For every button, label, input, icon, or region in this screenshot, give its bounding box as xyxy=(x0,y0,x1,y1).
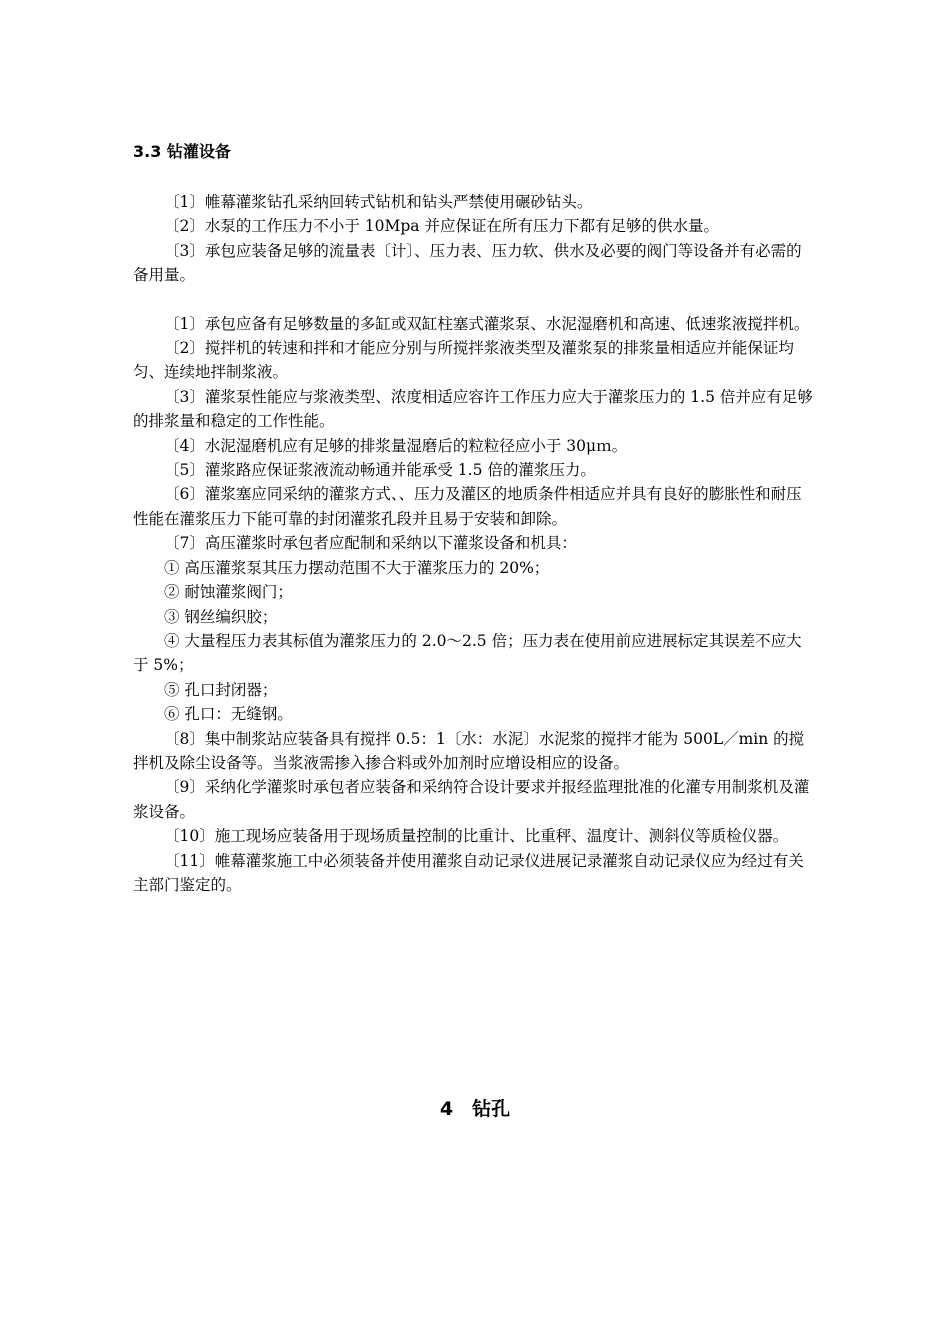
paragraph: 〔3〕承包应装备足够的流量表〔计〕、压力表、压力软、供水及必要的阀门等设备并有必需的备用量。 xyxy=(133,241,802,285)
list-item: ⑤ 孔口封闭器； xyxy=(164,680,278,699)
paragraph: 〔5〕灌浆路应保证浆液流动畅通并能承受 1.5 倍的灌浆压力。 xyxy=(164,461,596,480)
paragraph: 〔1〕帷幕灌浆钻孔采纳回转式钻机和钻头严禁使用碾砂钻头。 xyxy=(164,193,593,211)
document-body xyxy=(133,190,813,897)
list-item: ⑥ 孔口：无缝钢。 xyxy=(164,705,293,724)
paragraph: 〔8〕集中制浆站应装备具有搅拌 0.5：1〔水：水泥〕水泥浆的搅拌才能为 500L／min 的搅拌机及除尘设备等。当浆液需掺入掺合料或外加剂时应增设相应的设备。 xyxy=(133,729,805,772)
list-item: ② 耐蚀灌浆阀门； xyxy=(164,583,293,602)
paragraph: 〔2〕搅拌机的转速和拌和才能应分别与所搅拌浆液类型及灌浆泵的排浆量相适应并能保证均匀、连续地拌制浆液。 xyxy=(133,339,794,382)
paragraph: 〔1〕承包应备有足够数量的多缸或双缸柱塞式灌浆泵、水泥湿磨机和高速、低速浆液搅拌机。 xyxy=(164,314,810,333)
paragraph: 〔4〕水泥湿磨机应有足够的排浆量湿磨后的粒粒径应小于 30μｍ。 xyxy=(164,436,628,455)
list-item: ③ 钢丝编织胶； xyxy=(164,607,278,626)
section-heading: 3.3 钻灌设备 xyxy=(133,142,231,161)
list-item: ④ 大量程压力表其标值为灌浆压力的 2.0～2.5 倍；压力表在使用前应进展标定其误差不应大于 5%； xyxy=(133,631,802,675)
paragraph: 〔6〕灌浆塞应同采纳的灌浆方式、、压力及灌区的地质条件相适应并具有良好的膨胀性和耐压性能在灌浆压力下能可靠的封闭灌浆孔段并且易于安装和卸除。 xyxy=(133,485,802,528)
paragraph: 〔7〕高压灌浆时承包者应配制和采纳以下灌浆设备和机具： xyxy=(164,534,577,553)
paragraph: 〔3〕灌浆泵性能应与浆液类型、浓度相适应容许工作压力应大于灌浆压力的 1.5 倍并应有足够的排浆量和稳定的工作性能。 xyxy=(133,387,813,431)
chapter-heading: 4 钻孔 xyxy=(439,1098,511,1120)
paragraph: 〔11〕帷幕灌浆施工中必须装备并使用灌浆自动记录仪进展记录灌浆自动记录仪应为经过有关主部门鉴定的。 xyxy=(133,851,804,894)
paragraph: 〔10〕施工现场应装备用于现场质量控制的比重计、比重秤、温度计、测斜仪等质检仪器。 xyxy=(164,827,789,846)
paragraph-spacer xyxy=(133,288,813,312)
list-item: ① 高压灌浆泵其压力摆动范围不大于灌浆压力的 20%； xyxy=(164,558,550,577)
paragraph: 〔2〕水泵的工作压力不小于 10Mpa 并应保证在所有压力下都有足够的供水量。 xyxy=(164,217,719,236)
paragraph: 〔9〕采纳化学灌浆时承包者应装备和采纳符合设计要求并报经监理批准的化灌专用制浆机及灌浆设备。 xyxy=(133,778,810,821)
